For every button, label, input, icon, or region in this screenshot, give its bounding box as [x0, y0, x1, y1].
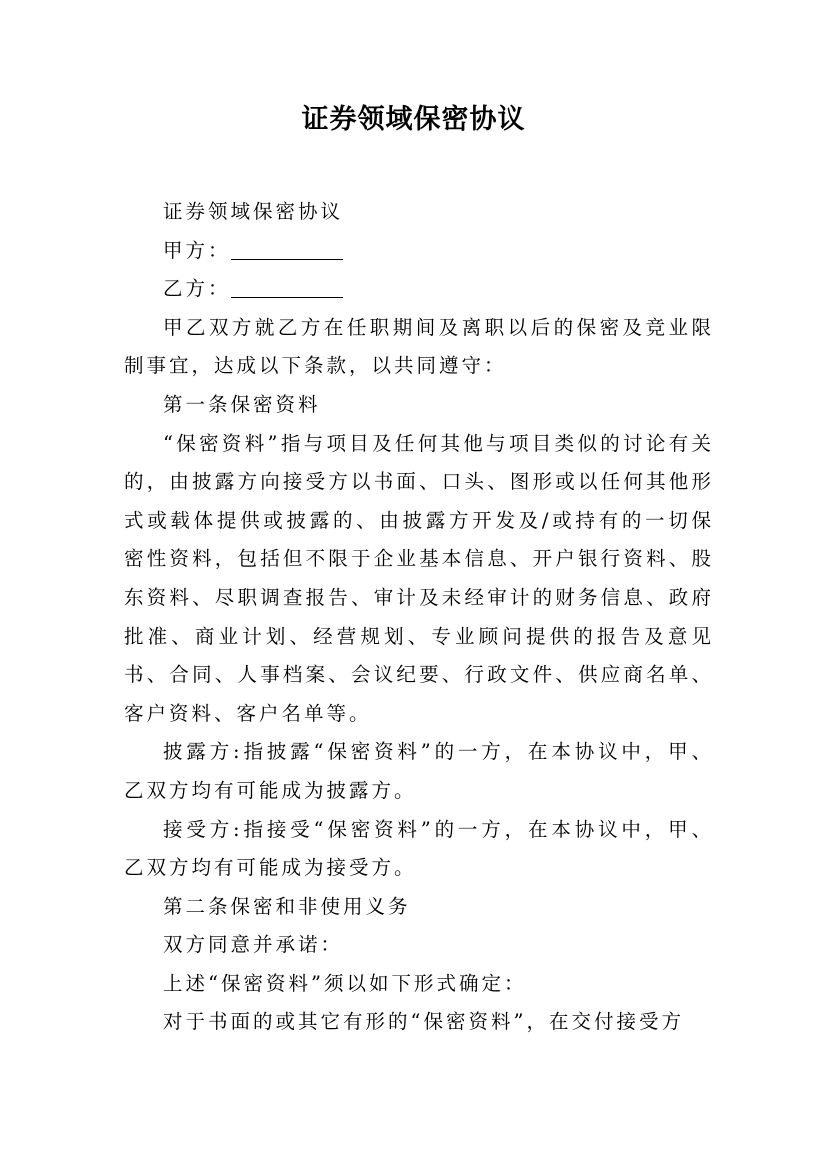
party-b-line — [124, 270, 714, 309]
party-a-label: 甲方： — [163, 238, 231, 262]
article2-heading: 第二条保密和非使用义务 — [163, 894, 411, 918]
party-b-blank-field — [231, 277, 343, 298]
form-determination-paragraph: 上述“保密资料”须以如下形式确定： — [163, 971, 527, 995]
article1-definition-paragraph: “保密资料”指与项目及任何其他与项目类似的讨论有关的，由披露方向接受方以书面、口头、图形或以任何其他形式或载体提供或披露的、由披露方开发及/或持有的一切保密性资料，包括但不限于企业基本信息、开户银行资料、股东资料、尽职调查报告、审计及未经审计的财务信息、政府批准、商业计划、经营规划、专业顾问提供的报告及意见书、合同、人事档案、会议纪要、行政文件、供应商名单、客户资料、客户名单等。 — [124, 431, 714, 725]
disclosing-party-paragraph: 披露方:指披露“保密资料”的一方，在本协议中，甲、乙双方均有可能成为披露方。 — [124, 740, 714, 802]
document-body — [124, 193, 714, 1042]
written-material-paragraph: 对于书面的或其它有形的“保密资料”，在交付接受方 — [163, 1010, 684, 1034]
article1-heading: 第一条保密资料 — [163, 392, 321, 416]
intro-paragraph: 甲乙双方就乙方在任职期间及离职以后的保密及竞业限制事宜，达成以下条款，以共同遵守： — [124, 315, 714, 378]
party-a-blank-field — [231, 239, 343, 260]
party-a-line — [124, 232, 714, 271]
mutual-agreement-paragraph: 双方同意并承诺： — [163, 933, 344, 957]
document-title: 证券领域保密协议 — [301, 104, 526, 135]
party-b-label: 乙方： — [163, 277, 231, 301]
receiving-party-paragraph: 接受方:指接受“保密资料”的一方，在本协议中，甲、乙双方均有可能成为接受方。 — [124, 817, 714, 880]
subtitle-paragraph: 证券领域保密协议 — [163, 200, 344, 223]
